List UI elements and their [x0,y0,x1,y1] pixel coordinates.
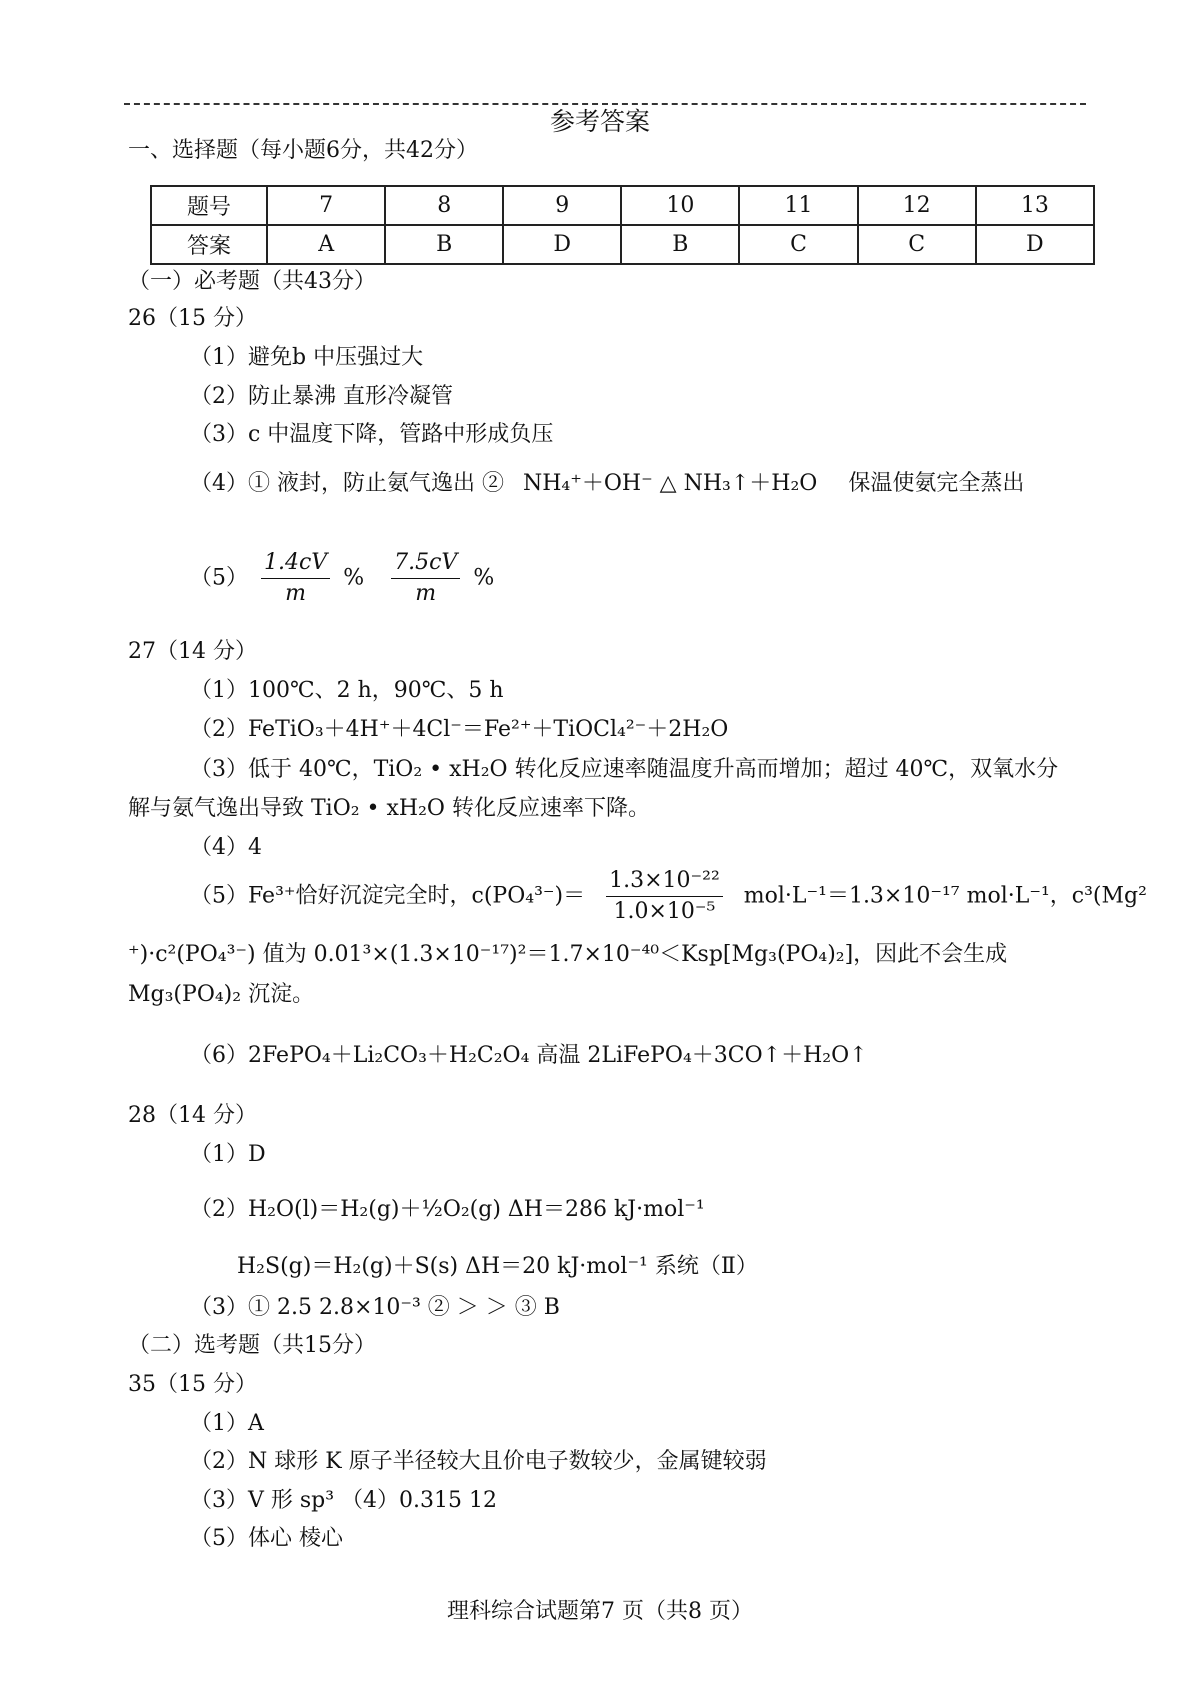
row-label-answer: 答案 [151,225,267,264]
table-cell: D [503,225,621,264]
q27-answer-2: （2）FeTiO₃＋4H⁺＋4Cl⁻＝Fe²⁺＋TiOCl₄²⁻＋2H₂O [190,717,729,742]
q35-answer-5: （5）体心 棱心 [190,1526,343,1551]
table-cell: C [858,225,976,264]
table-cell: B [621,225,739,264]
table-cell: 8 [385,186,503,225]
q27-answer-5-suffix: mol·L⁻¹＝1.3×10⁻¹⁷ mol·L⁻¹，c³(Mg² [743,883,1147,909]
fraction-1-denominator: m [285,581,307,606]
q27-answer-5-prefix: （5）Fe³⁺恰好沉淀完全时，c(PO₄³⁻)＝ [190,883,586,909]
fraction-2-numerator: 7.5cV [391,548,460,579]
table-cell: D [976,225,1094,264]
table-cell: 12 [858,186,976,225]
q26-label: 26（15 分） [128,306,257,331]
q26-answer-5 [190,548,494,609]
table-cell: 9 [503,186,621,225]
part1-heading: （一）必考题（共43分） [128,269,376,294]
percent-sign: % [473,565,495,591]
percent-sign: % [343,565,365,591]
q26-answer-1: （1）避免b 中压强过大 [190,345,424,370]
q28-answer-3: （3）① 2.5 2.8×10⁻³ ② ＞ ＞ ③ B [190,1295,560,1320]
fraction-1 [261,548,330,609]
table-cell: A [267,225,385,264]
q26-answer-4-suffix: 保温使氨完全蒸出 [848,471,1025,496]
fraction-3-numerator: 1.3×10⁻²² [606,866,723,897]
q27-answer-1: （1）100℃、2 h，90℃、5 h [190,678,504,703]
table-cell: 10 [621,186,739,225]
q28-answer-2-line1: （2）H₂O(l)＝H₂(g)＋½O₂(g) ΔH＝286 kJ·mol⁻¹ [190,1197,705,1222]
q27-answer-5-line2: ⁺)·c²(PO₄³⁻) 值为 0.01³×(1.3×10⁻¹⁷)²＝1.7×10⁻⁴⁰＜Ksp[Mg₃(PO₄)₂]，因此不会生成 [128,942,1008,967]
q35-answer-2: （2）N 球形 K 原子半径较大且价电子数较少，金属键较弱 [190,1449,767,1474]
q27-answer-4: （4）4 [190,835,262,860]
fraction-2 [391,548,460,609]
row-label-number: 题号 [151,186,267,225]
fraction-1-numerator: 1.4cV [261,548,330,579]
q27-answer-5 [190,866,1147,927]
q27-label: 27（14 分） [128,639,257,664]
table-row-numbers [151,186,1094,225]
dashed-divider [124,103,1086,105]
q28-answer-1: （1）D [190,1142,266,1167]
q26-answer-4-equation: NH₄⁺＋OH⁻ △ NH₃↑＋H₂O [522,471,818,496]
fraction-3-denominator: 1.0×10⁻⁵ [613,899,716,924]
table-cell: 11 [739,186,857,225]
q27-answer-3-line2: 解与氨气逸出导致 TiO₂ • xH₂O 转化反应速率下降。 [128,796,650,821]
part2-heading: （二）选考题（共15分） [128,1333,376,1358]
page-title: 参考答案 [549,107,650,136]
q35-answer-3-4: （3）V 形 sp³ （4）0.315 12 [190,1488,498,1513]
table-cell: 13 [976,186,1094,225]
q26-answer-4-prefix: （4）① 液封，防止氨气逸出 ② [190,471,504,496]
q35-answer-1: （1）A [190,1411,264,1436]
fraction-3 [606,866,723,927]
q26-answer-4 [190,470,1024,498]
page-footer: 理科综合试题第7 页（共8 页） [447,1599,753,1624]
table-cell: 7 [267,186,385,225]
q26-answer-3: （3）c 中温度下降，管路中形成负压 [190,422,554,447]
answer-table [150,185,1095,265]
q27-answer-6: （6）2FePO₄＋Li₂CO₃＋H₂C₂O₄ 高温 2LiFePO₄＋3CO↑＋H₂O↑ [190,1043,868,1068]
table-cell: C [739,225,857,264]
q35-label: 35（15 分） [128,1372,257,1397]
q28-label: 28（14 分） [128,1103,257,1128]
section1-heading: 一、选择题（每小题6分，共42分） [128,138,478,163]
table-row-answers [151,225,1094,264]
q26-answer-2: （2）防止暴沸 直形冷凝管 [190,384,453,409]
q27-answer-3-line1: （3）低于 40℃，TiO₂ • xH₂O 转化反应速率随温度升高而增加；超过 40℃，双氧水分 [190,757,1059,782]
q28-answer-2-line2: H₂S(g)＝H₂(g)＋S(s) ΔH＝20 kJ·mol⁻¹ 系统（Ⅱ） [237,1254,758,1279]
table-cell: B [385,225,503,264]
q27-answer-5-line3: Mg₃(PO₄)₂ 沉淀。 [128,982,315,1007]
fraction-2-denominator: m [415,581,437,606]
q26-answer-5-label: （5） [190,565,248,591]
